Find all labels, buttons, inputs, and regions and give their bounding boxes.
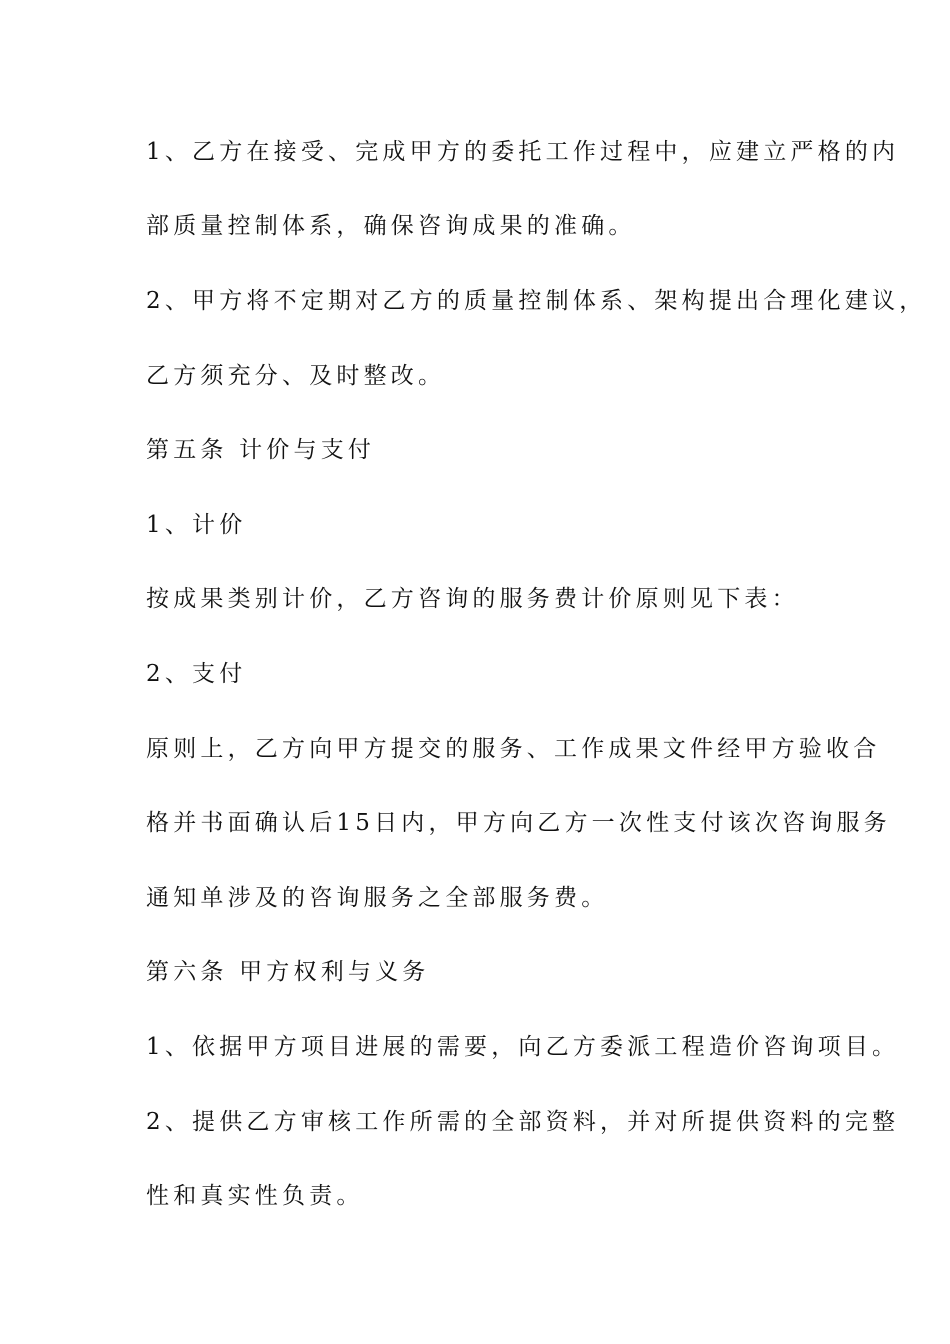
clause-4-item-2-line-1: 2、甲方将不定期对乙方的质量控制体系、架构提出合理化建议， — [146, 288, 927, 314]
clause-4-item-1-line-1: 1、乙方在接受、完成甲方的委托工作过程中，应建立严格的内 — [146, 139, 900, 165]
clause-6-item-2-line-1: 2、提供乙方审核工作所需的全部资料，并对所提供资料的完整 — [146, 1109, 900, 1135]
clause-5-item-2-line-3: 通知单涉及的咨询服务之全部服务费。 — [146, 885, 609, 911]
clause-4-item-2-line-2: 乙方须充分、及时整改。 — [146, 363, 446, 389]
clause-5-heading: 第五条 计价与支付 — [146, 437, 376, 463]
clause-6-item-1: 1、依据甲方项目进展的需要，向乙方委派工程造价咨询项目。 — [146, 1034, 900, 1060]
clause-4-item-1-line-2: 部质量控制体系，确保咨询成果的准确。 — [146, 213, 636, 239]
clause-6-heading: 第六条 甲方权利与义务 — [146, 959, 430, 985]
clause-6-item-2-line-2: 性和真实性负责。 — [146, 1183, 364, 1209]
clause-5-item-2-title: 2、支付 — [146, 661, 247, 687]
clause-5-item-1-text: 按成果类别计价，乙方咨询的服务费计价原则见下表： — [146, 586, 799, 612]
clause-5-item-1-title: 1、计价 — [146, 512, 247, 538]
clause-5-item-2-line-1: 原则上，乙方向甲方提交的服务、工作成果文件经甲方验收合 — [146, 736, 881, 762]
clause-5-item-2-line-2: 格并书面确认后15日内，甲方向乙方一次性支付该次咨询服务 — [146, 810, 891, 836]
